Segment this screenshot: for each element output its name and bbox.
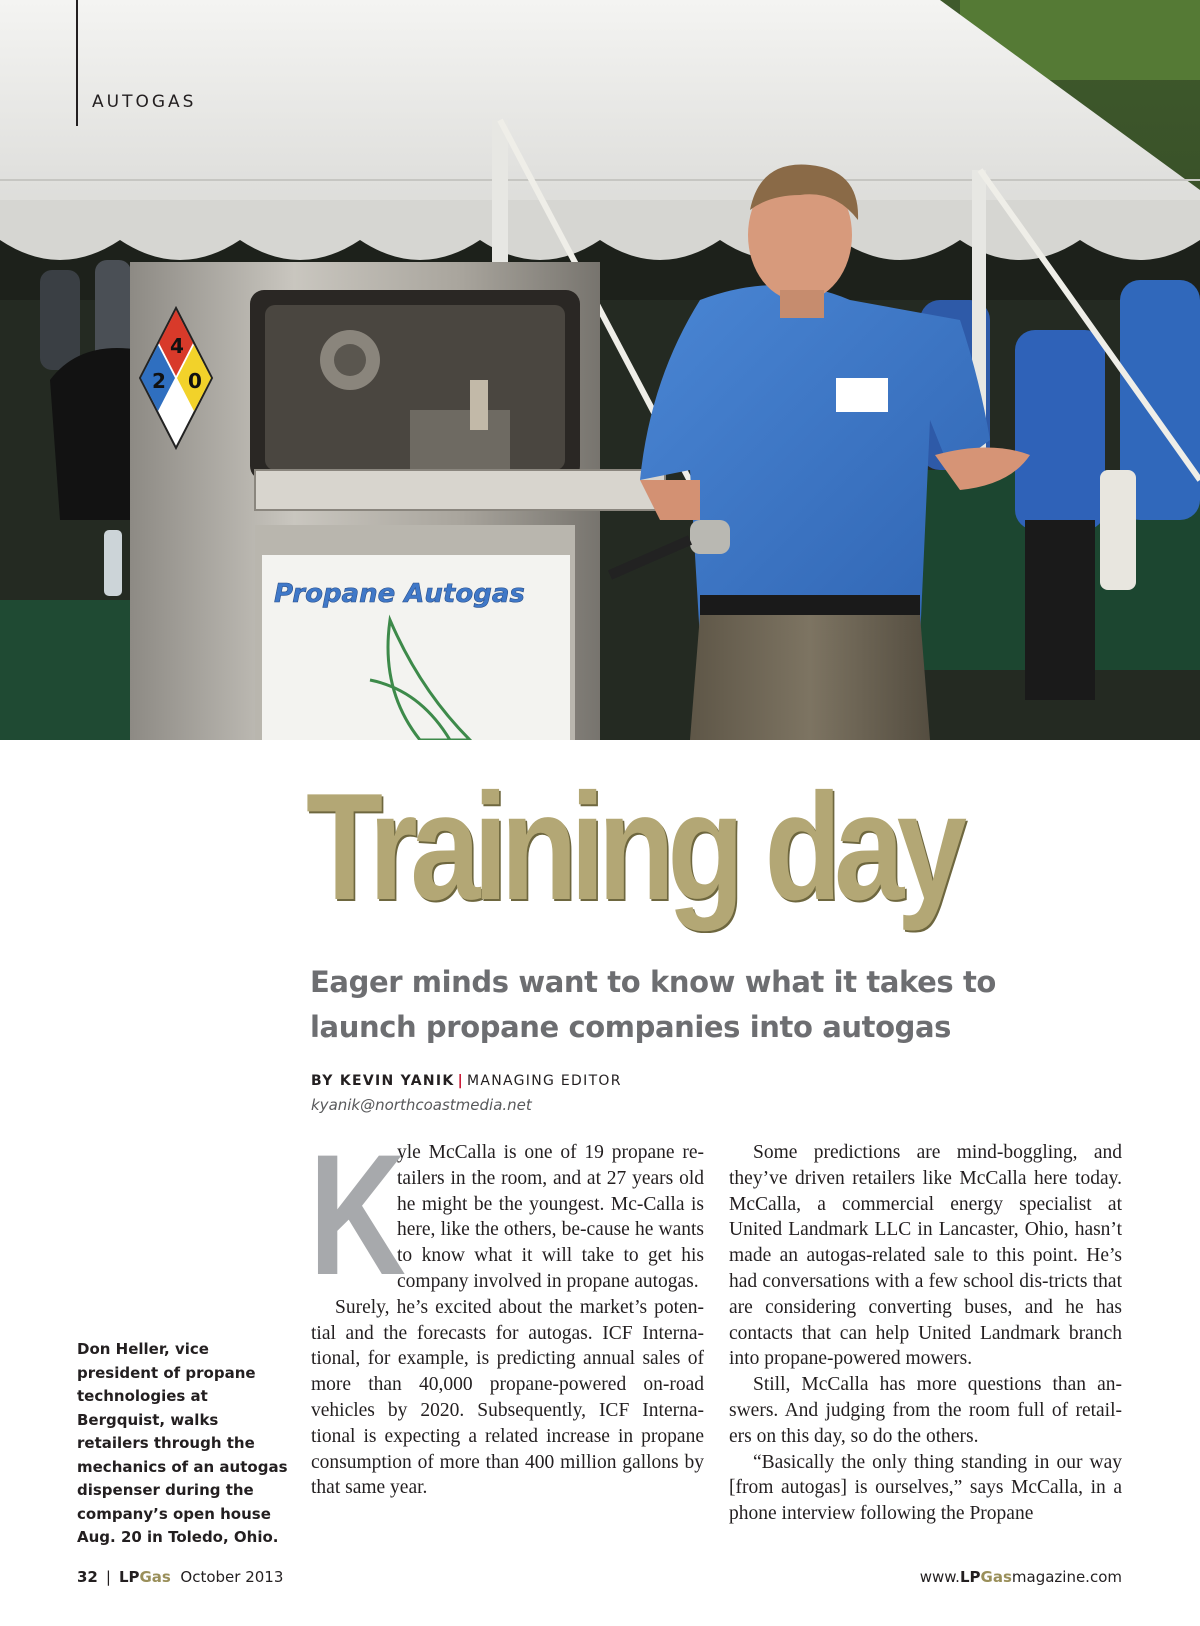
page-number: 32 xyxy=(77,1568,98,1586)
svg-text:0: 0 xyxy=(188,369,202,393)
magazine-name-lp: LP xyxy=(118,1568,140,1586)
body-paragraph: Some predictions are mind-boggling, and they’ve driven retailers like McCalla here today. McCalla, a commercial energy specialist at United Landmark LLC in Lancaster, Ohio, hasn’t made an autogas-related sale to this point. He’s had conversations with a few school dis-tricts that are considering converting buses, and he has contacts that can help United Landmark branch into propane-powered mowers. xyxy=(729,1142,1122,1370)
deck: Eager minds want to know what it takes to launch propane companies into autogas xyxy=(310,965,996,1044)
body-paragraph: “Basically the only thing standing in our way [from autogas] is ourselves,” says McCalla, in a phone interview following the Propane xyxy=(729,1451,1122,1525)
headline: Training day xyxy=(306,762,960,932)
section-label: AUTOGAS xyxy=(92,92,197,112)
footer-url[interactable]: www.LPGasmagazine.com xyxy=(919,1568,1122,1586)
dispenser-sign-text: Propane Autogas xyxy=(274,579,525,609)
body-column-left xyxy=(309,1119,704,1501)
svg-text:4: 4 xyxy=(170,334,184,358)
section-rule xyxy=(76,0,78,126)
photo-caption: Don Heller, vice president of propane technologies at Bergquist, walks retailers through the mechanics of an autogas dispenser during the company’s open house Aug. 20 in Toledo, Ohio. xyxy=(77,1340,288,1546)
author-email: kyanik@northcoastmedia.net xyxy=(311,1096,532,1114)
byline-separator: | xyxy=(457,1073,464,1089)
body-paragraph: Still, McCalla has more questions than an-swers. And judging from the room full of retail-ers on this day, so do the others. xyxy=(729,1374,1122,1447)
footer-separator: | xyxy=(105,1568,111,1586)
footer-folio xyxy=(77,1568,283,1586)
body-paragraph: Surely, he’s excited about the market’s poten-tial and the forecasts for autogas. ICF Interna-tional, for example, is predicting annual sales of more than 40,000 propane-powered on-road vehicles by 2020. Subsequently, ICF Interna-tional is expecting a related increase in propane consumption of more than 400 million gallons by that same year. xyxy=(311,1296,704,1499)
body-paragraph: K yle McCalla is one of 19 propane re-tailers in the room, and at 27 years old he might be the youngest. Mc-Calla is here, like the others, be-cause he wants to know what it will take to get his company involved in propane autogas. xyxy=(309,1119,704,1311)
byline-author: BY KEVIN YANIK xyxy=(311,1073,455,1089)
byline-title: MANAGING EDITOR xyxy=(467,1073,622,1089)
svg-text:2: 2 xyxy=(152,369,166,393)
byline xyxy=(311,1073,622,1089)
magazine-name-gas: Gas xyxy=(139,1568,171,1586)
dropcap: K xyxy=(309,1119,406,1311)
issue-date: October 2013 xyxy=(180,1568,284,1586)
body-column-right xyxy=(729,1140,1122,1527)
